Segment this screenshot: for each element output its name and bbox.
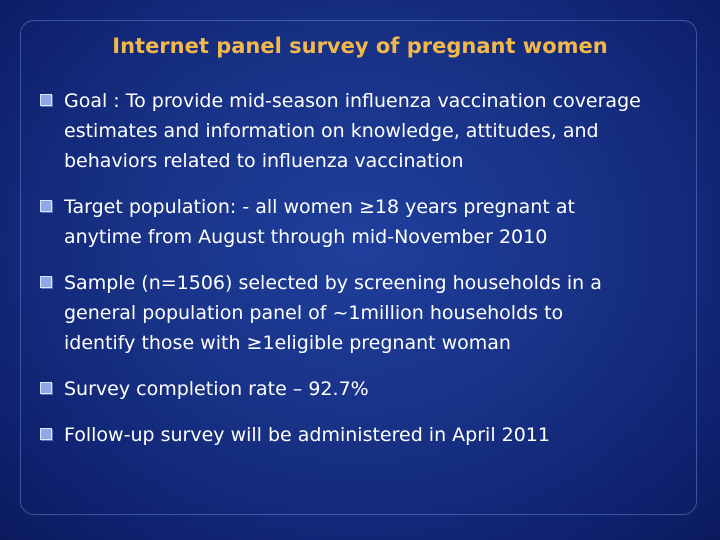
bullet-completion-rate: [40, 374, 700, 404]
slide-title: Internet panel survey of pregnant women: [112, 34, 608, 58]
checkbox-square-icon: [40, 200, 52, 212]
bullet-text: Target population: - all women ≥18 years pregnant at anytime from August through mid-November 2010: [64, 196, 575, 248]
bullet-text: Follow-up survey will be administered in April 2011: [64, 424, 550, 446]
bullet-text: Sample (n=1506) selected by screening households in a general population panel of ~1million households to identify those with ≥1eligible pregnant woman: [64, 272, 602, 354]
checkbox-square-icon: [40, 94, 52, 106]
bullet-follow-up: [40, 420, 700, 450]
bullet-sample: [40, 268, 700, 358]
checkbox-square-icon: [40, 276, 52, 288]
checkbox-square-icon: [40, 428, 52, 440]
bullet-list: [40, 86, 700, 466]
checkbox-square-icon: [40, 382, 52, 394]
bullet-text: Goal : To provide mid-season influenza vaccination coverage estimates and information on knowledge, attitudes, and behaviors related to influenza vaccination: [64, 90, 641, 172]
bullet-text: Survey completion rate – 92.7%: [64, 378, 369, 400]
bullet-target-population: [40, 192, 700, 252]
bullet-goal: [40, 86, 700, 176]
